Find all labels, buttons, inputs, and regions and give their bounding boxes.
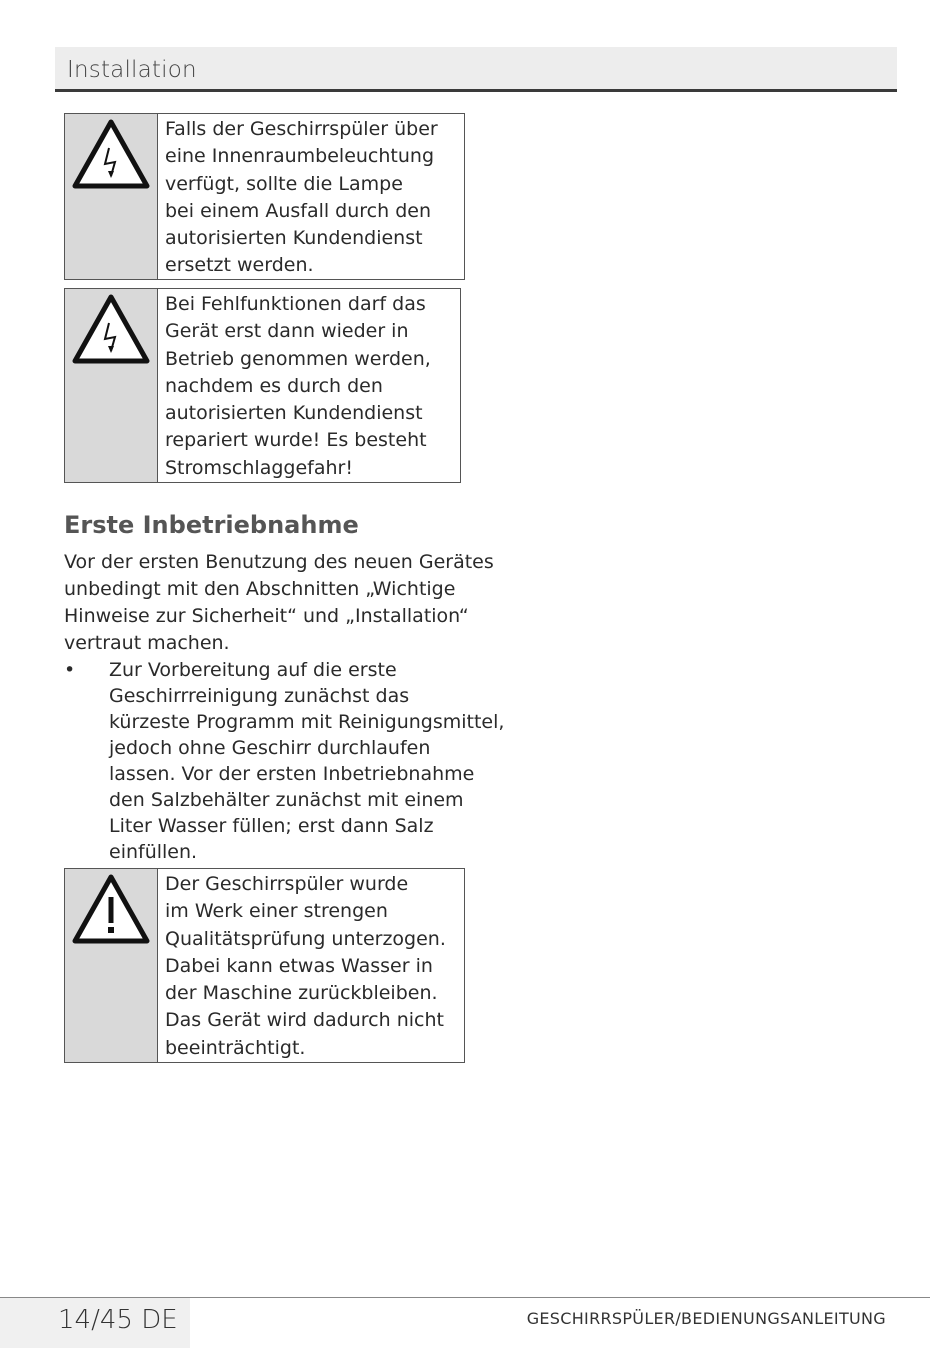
warning-box-quality-test (64, 868, 465, 1063)
warning-line: Stromschlaggefahr! (165, 456, 353, 479)
bullet-line: jedoch ohne Geschirr durchlaufen (109, 737, 431, 759)
bullet-line: Liter Wasser füllen; erst dann Salz (109, 815, 434, 837)
warning-line: der Maschine zurückbleiben. (165, 982, 438, 1005)
warning-text (158, 869, 464, 1062)
warning-line: nachdem es durch den (165, 374, 383, 397)
bullet-line: einfüllen. (109, 841, 198, 863)
warning-line: autorisierten Kundendienst (165, 402, 423, 425)
warning-line: repariert wurde! Es besteht (165, 429, 427, 452)
warning-text (158, 289, 460, 482)
bullet-text (109, 657, 504, 865)
footer-document-title: GESCHIRRSPÜLER/BEDIENUNGSANLEITUNG (526, 1309, 886, 1328)
warning-line: Falls der Geschirrspüler über (165, 118, 438, 140)
warning-line: Bei Fehlfunktionen darf das (165, 293, 426, 315)
electrical-hazard-warning-icon (71, 118, 151, 190)
page-header (55, 47, 897, 92)
warning-text (158, 114, 464, 279)
electrical-hazard-warning-icon (71, 293, 151, 365)
warning-line: Betrieb genommen werden, (165, 347, 431, 370)
warning-icon-cell (65, 289, 158, 482)
warning-line: ersetzt werden. (165, 254, 314, 277)
warning-icon-cell (65, 114, 158, 279)
warning-line: Dabei kann etwas Wasser in (165, 954, 433, 977)
warning-line: autorisierten Kundendienst (165, 227, 423, 250)
bullet-mark: • (64, 659, 76, 681)
warning-line: verfügt, sollte die Lampe (165, 172, 403, 195)
paragraph-line: Vor der ersten Benutzung des neuen Gerätes (64, 551, 494, 573)
bullet-line: den Salzbehälter zunächst mit einem (109, 789, 464, 811)
warning-line: Der Geschirrspüler wurde (165, 873, 409, 895)
warning-icon-cell (65, 869, 158, 1062)
section-heading: Erste Inbetriebnahme (64, 511, 359, 539)
warning-line: bei einem Ausfall durch den (165, 199, 431, 222)
intro-paragraph (64, 549, 494, 657)
paragraph-line: vertraut machen. (64, 632, 230, 654)
bullet-line: lassen. Vor der ersten Inbetriebnahme (109, 763, 475, 785)
exclamation-warning-icon (71, 873, 151, 945)
warning-line: Qualitätsprüfung unterzogen. (165, 927, 446, 950)
warning-box-lamp (64, 113, 465, 280)
warning-line: eine Innenraumbeleuchtung (165, 145, 435, 168)
warning-line: Das Gerät wird dadurch nicht (165, 1009, 444, 1032)
warning-line: Gerät erst dann wieder in (165, 320, 409, 343)
bullet-line: kürzeste Programm mit Reinigungsmittel, (109, 711, 505, 733)
bullet-line: Zur Vorbereitung auf die erste (109, 659, 397, 681)
page-number: 14/45 DE (58, 1305, 178, 1335)
header-title: Installation (67, 57, 197, 83)
paragraph-line: Hinweise zur Sicherheit“ und „Installation“ (64, 605, 469, 627)
bullet-line: Geschirrreinigung zunächst das (109, 685, 410, 707)
paragraph-line: unbedingt mit den Abschnitten „Wichtige (64, 578, 456, 600)
warning-box-malfunction (64, 288, 461, 483)
warning-line: im Werk einer strengen (165, 900, 388, 923)
warning-line: beeinträchtigt. (165, 1036, 306, 1059)
